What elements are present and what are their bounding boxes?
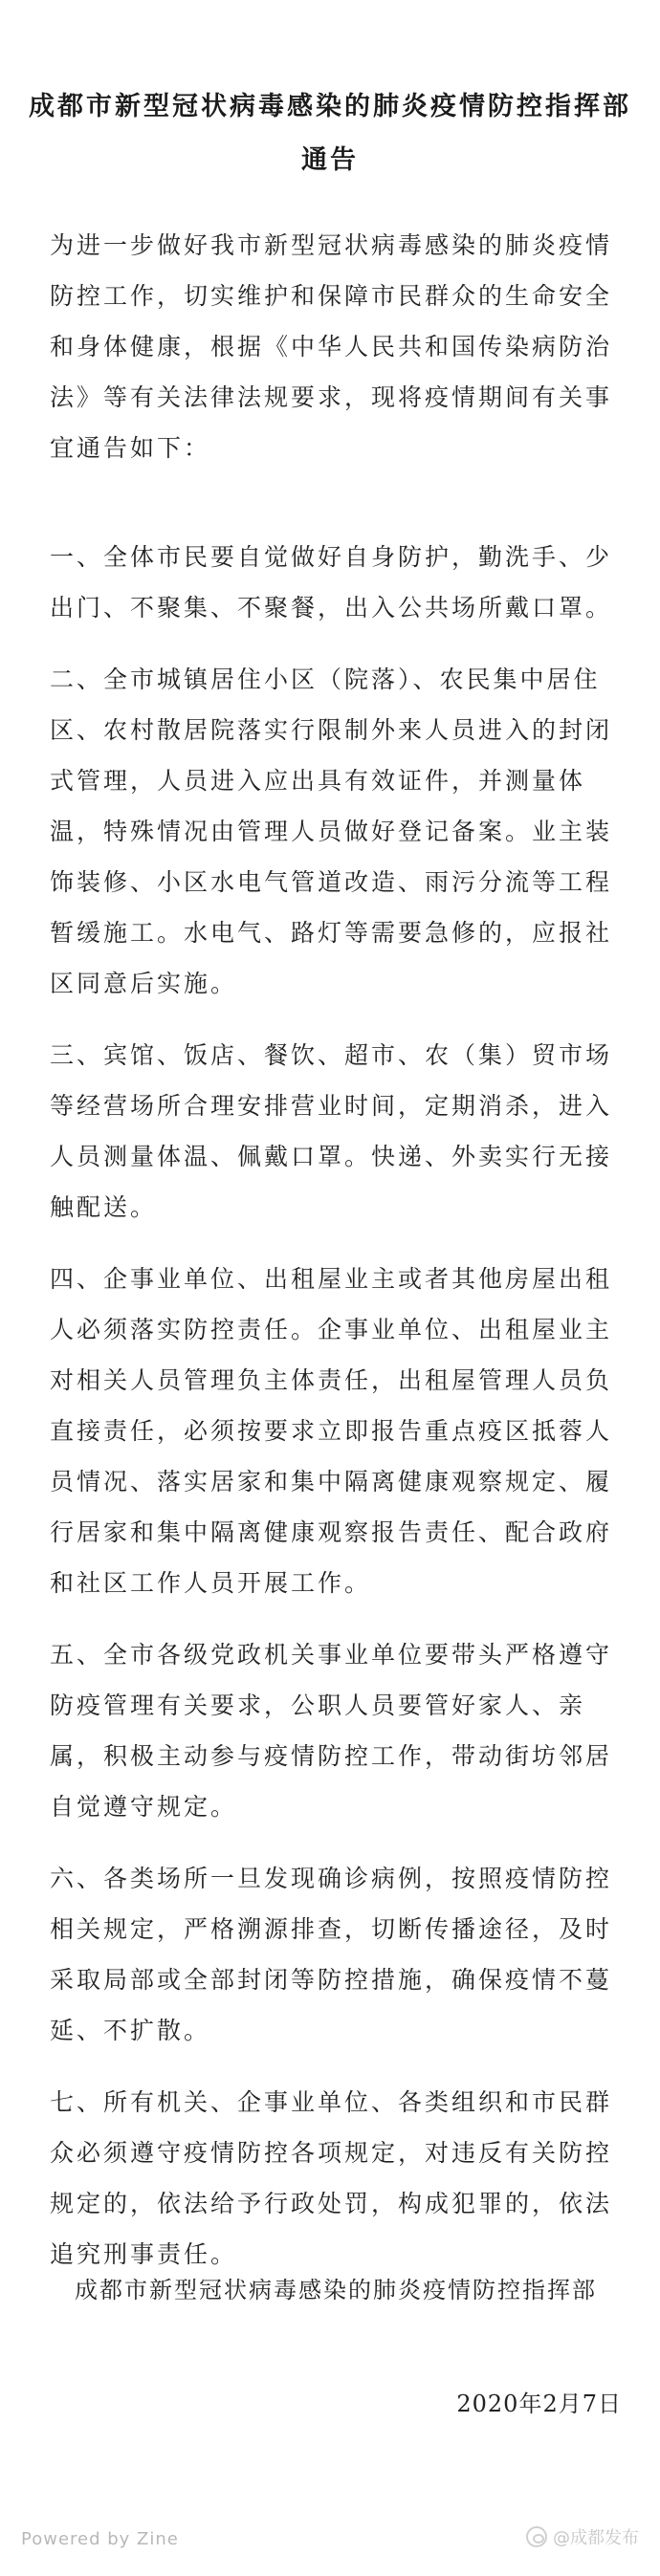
issuer-signature: 成都市新型冠状病毒感染的肺炎疫情防控指挥部 bbox=[75, 2277, 597, 2303]
intro-paragraph: 为进一步做好我市新型冠状病毒感染的肺炎疫情防控工作，切实维护和保障市民群众的生命安全和身体健康，根据《中华人民共和国传染病防治法》等有关法律法规要求，现将疫情期间有关事宜通告如下： bbox=[50, 231, 613, 462]
powered-by-watermark: Powered by Zine bbox=[21, 2529, 179, 2549]
notice-item-7: 七、所有机关、企事业单位、各类组织和市民群众必须遵守疫情防控各项规定，对违反有关防控规定的，依法给予行政处罚，构成犯罪的，依法追究刑事责任。 bbox=[50, 2088, 613, 2268]
weibo-watermark bbox=[526, 2524, 639, 2549]
notice-item-4: 四、企事业单位、出租屋业主或者其他房屋出租人必须落实防控责任。企事业单位、出租屋业主对相关人员管理负主体责任，出租屋管理人员负直接责任，必须按要求立即报告重点疫区抵蓉人员情况、落实居家和集中隔离健康观察规定、履行居家和集中隔离健康观察报告责任、配合政府和社区工作人员开展工作。 bbox=[50, 1265, 613, 1597]
notice-items bbox=[50, 532, 622, 2301]
notice-item-3: 三、宾馆、饭店、餐饮、超市、农（集）贸市场等经营场所合理安排营业时间，定期消杀，进入人员测量体温、佩戴口罩。快递、外卖实行无接触配送。 bbox=[50, 1041, 613, 1221]
notice-item-6: 六、各类场所一旦发现确诊病例，按照疫情防控相关规定，严格溯源排查，切断传播途径，及时采取局部或全部封闭等防控措施，确保疫情不蔓延、不扩散。 bbox=[50, 1865, 613, 2044]
document-title: 成都市新型冠状病毒感染的肺炎疫情防控指挥部通告 bbox=[29, 92, 631, 176]
notice-item-5: 五、全市各级党政机关事业单位要带头严格遵守防疫管理有关要求，公职人员要管好家人、亲属，积极主动参与疫情防控工作，带动街坊邻居自觉遵守规定。 bbox=[50, 1641, 613, 1821]
notice-item-1: 一、全体市民要自觉做好自身防护，勤洗手、少出门、不聚集、不聚餐，出入公共场所戴口罩。 bbox=[50, 543, 613, 622]
issue-date: 2020年2月7日 bbox=[456, 2390, 622, 2417]
weibo-icon bbox=[526, 2526, 547, 2547]
weibo-handle: @成都发布 bbox=[553, 2528, 639, 2548]
notice-item-2: 二、全市城镇居住小区（院落）、农民集中居住区、农村散居院落实行限制外来人员进入的封闭式管理，人员进入应出具有效证件，并测量体温，特殊情况由管理人员做好登记备案。业主装饰装修、小区水电气管道改造、雨污分流等工程暂缓施工。水电气、路灯等需要急修的，应报社区同意后实施。 bbox=[50, 666, 613, 997]
